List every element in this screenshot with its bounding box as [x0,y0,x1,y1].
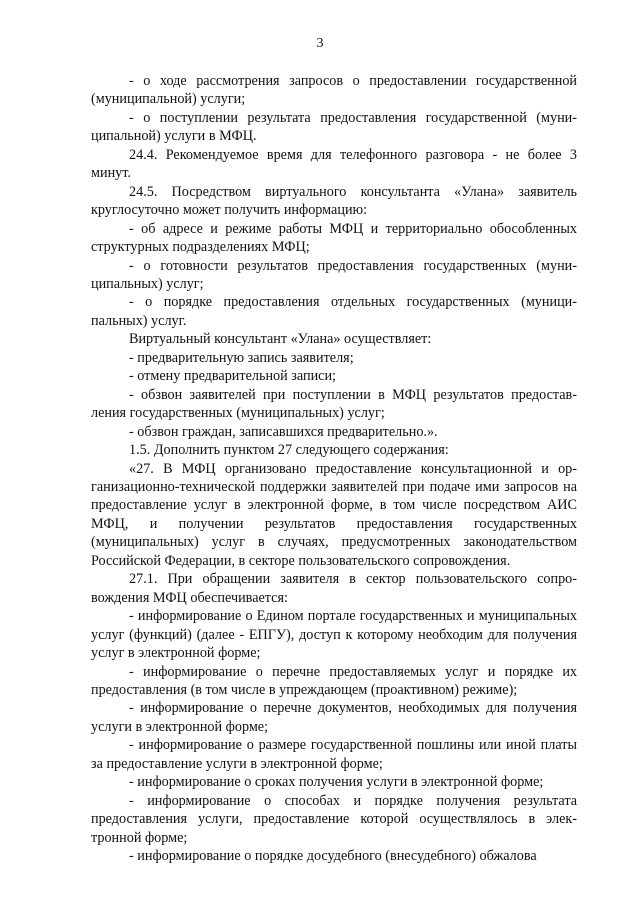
paragraph: - информирование о способах и порядке получения результата предоставления услуги, предоставление которой осуществлялось в электронной форме; [91,792,577,846]
paragraph: - о готовности результатов предоставления государственных (муниципальных) услуг; [91,257,577,292]
paragraph: - информирование о перечне предоставляемых услуг и порядке их предоставления (в том числе в упреждающем (проактивном) режиме); [91,663,577,698]
paragraph: 1.5. Дополнить пунктом 27 следующего содержания: [129,442,449,459]
document-body [91,72,577,865]
paragraph: - информирование о перечне документов, необходимых для получения услуги в электронной форме; [91,700,577,735]
paragraph: - обзвон заявителей при поступлении в МФЦ результатов предоставления государственных (муниципальных) услуг; [91,386,577,422]
paragraph: - о ходе рассмотрения запросов о предоставлении государственной (муниципальной) услуги; [91,73,577,108]
paragraph: - информирование о размере государственной пошлины или иной платы за предоставление услуги в электронной форме; [91,737,577,772]
paragraph: - о поступлении результата предоставления государственной (муниципальной) услуги в МФЦ. [91,109,577,145]
paragraph: - информирование о порядке досудебного (внесудебного) обжалова [129,848,537,865]
page-number: 3 [316,36,324,51]
paragraph: 27.1. При обращении заявителя в сектор пользовательского сопровождения МФЦ обеспечивается: [91,571,577,606]
paragraph: 24.4. Рекомендуемое время для телефонного разговора - не более 3 минут. [91,146,577,182]
paragraph: 24.5. Посредством виртуального консультанта «Улана» заявитель круглосуточно может получить информацию: [91,183,577,219]
paragraph: - обзвон граждан, записавшихся предварительно.». [129,423,438,440]
paragraph: - об адресе и режиме работы МФЦ и территориально обособленных структурных подразделениях МФЦ; [91,220,577,256]
paragraph: - информирование о Едином портале государственных и муниципальных услуг (функций) (далее - ЕПГУ), доступ к которому необходим для получения услуг в электронной форме; [91,608,577,662]
paragraph: - отмену предварительной записи; [129,368,336,385]
paragraph: - информирование о сроках получения услуги в электронной форме; [129,774,544,791]
paragraph: Виртуальный консультант «Улана» осуществляет: [129,331,432,348]
paragraph: - о порядке предоставления отдельных государственных (муниципальных) услуг. [91,294,577,329]
paragraph: «27. В МФЦ организовано предоставление консультационной и организационно-технической поддержки заявителей при подаче ими запросов на предоставление услуг в электронной форме, в том числе посредством АИС МФЦ, и получении результатов предоставления государственных (муниципальных) услуг в случаях, предусмотренных законодательством Российской Федерации, в секторе пользовательского сопровождения. [91,460,577,569]
paragraph: - предварительную запись заявителя; [129,349,354,366]
